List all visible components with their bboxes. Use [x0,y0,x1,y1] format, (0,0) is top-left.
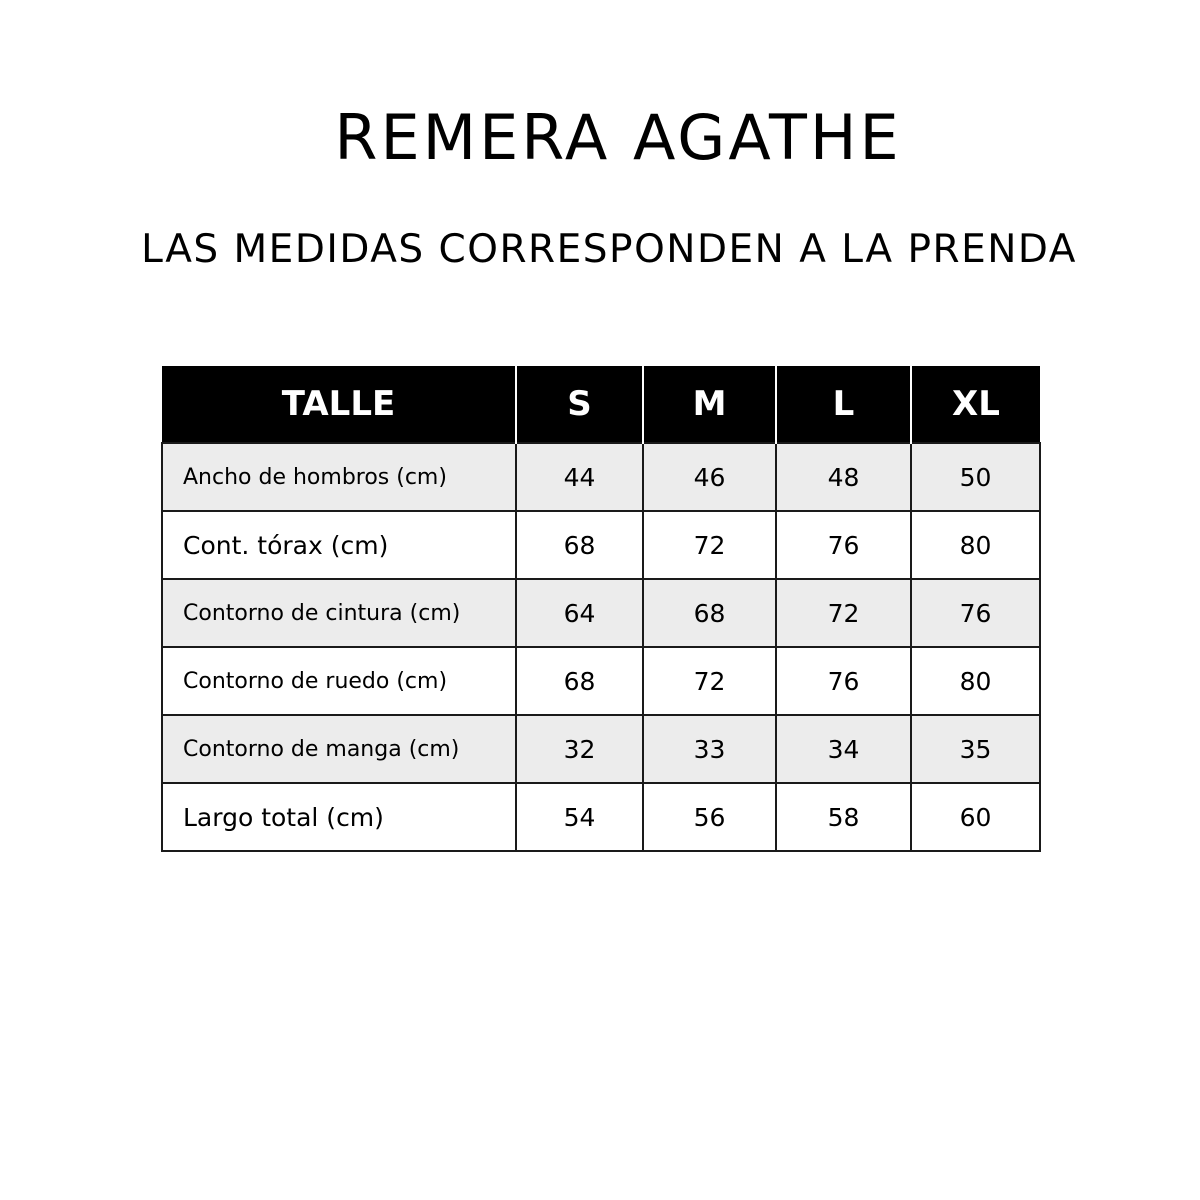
header-talle: TALLE [162,366,516,443]
table-header [162,366,1040,443]
row-label: Contorno de manga (cm) [162,715,516,783]
cell-s: 68 [516,511,643,579]
cell-xl: 76 [911,579,1040,647]
cell-m: 33 [643,715,776,783]
cell-m: 56 [643,783,776,851]
cell-l: 48 [776,443,911,511]
cell-xl: 35 [911,715,1040,783]
table-row [162,511,1040,579]
page-subtitle: LAS MEDIDAS CORRESPONDEN A LA PRENDA [141,227,1077,272]
cell-s: 44 [516,443,643,511]
cell-l: 72 [776,579,911,647]
cell-m: 68 [643,579,776,647]
row-label: Cont. tórax (cm) [162,511,516,579]
header-size-s: S [516,366,643,443]
table-row [162,783,1040,851]
table-row [162,443,1040,511]
size-chart-table [161,366,1041,852]
cell-xl: 80 [911,647,1040,715]
cell-s: 68 [516,647,643,715]
cell-m: 46 [643,443,776,511]
header-size-xl: XL [911,366,1040,443]
cell-m: 72 [643,511,776,579]
header-row [162,366,1040,443]
cell-xl: 80 [911,511,1040,579]
cell-xl: 50 [911,443,1040,511]
cell-l: 58 [776,783,911,851]
row-label: Largo total (cm) [162,783,516,851]
cell-xl: 60 [911,783,1040,851]
row-label: Contorno de ruedo (cm) [162,647,516,715]
table-body [162,443,1040,851]
row-label: Ancho de hombros (cm) [162,443,516,511]
cell-l: 76 [776,511,911,579]
header-size-l: L [776,366,911,443]
header-size-m: M [643,366,776,443]
cell-l: 34 [776,715,911,783]
table-row [162,647,1040,715]
cell-s: 54 [516,783,643,851]
cell-s: 32 [516,715,643,783]
page-title: REMERA AGATHE [334,101,902,174]
row-label: Contorno de cintura (cm) [162,579,516,647]
table-row [162,579,1040,647]
cell-m: 72 [643,647,776,715]
cell-s: 64 [516,579,643,647]
cell-l: 76 [776,647,911,715]
table-row [162,715,1040,783]
